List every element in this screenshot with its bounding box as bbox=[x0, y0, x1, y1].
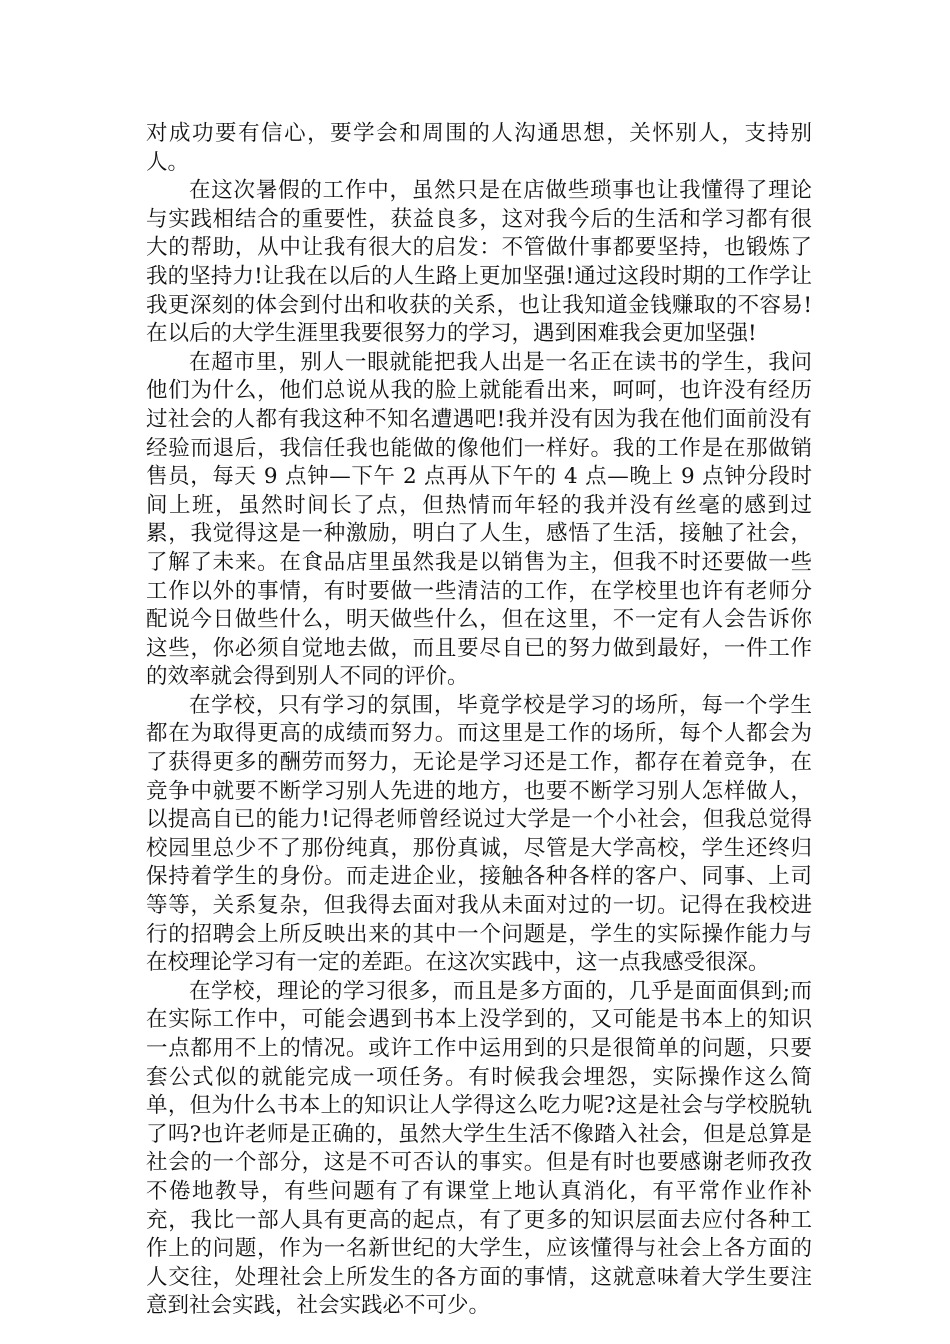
document-page bbox=[146, 120, 812, 1321]
paragraph-theory-practice: 在学校，理论的学习很多，而且是多方面的，几乎是面面俱到;而在实际工作中，可能会遇到书本上没学到的，又可能是书本上的知识一点都用不上的情况。或许工作中运用到的只是很简单的问题，只要套公式似的就能完成一项任务。有时候我会埋怨，实际操作这么简单，但为什么书本上的知识让人学得这么吃力呢?这是社会与学校脱轨了吗?也许老师是正确的，虽然大学生生活不像踏入社会，但是总算是社会的一个部分，这是不可否认的事实。但是有时也要感谢老师孜孜不倦地教导，有些问题有了有课堂上地认真消化，有平常作业作补充，我比一部人具有更高的起点，有了更多的知识层面去应付各种工作上的问题，作为一名新世纪的大学生，应该懂得与社会上各方面的人交往，处理社会上所发生的各方面的事情，这就意味着大学生要注意到社会实践，社会实践必不可少。 bbox=[146, 978, 812, 1319]
paragraph-continuation: 对成功要有信心，要学会和周围的人沟通思想，关怀别人，支持别人。 bbox=[146, 121, 812, 175]
paragraph-summer-work: 在这次暑假的工作中，虽然只是在店做些琐事也让我懂得了理论与实践相结合的重要性，获益良多，这对我今后的生活和学习都有很大的帮助，从中让我有很大的启发：不管做什事都要坚持，也锻炼了我的坚持力!让我在以后的人生路上更加坚强!通过这段时期的工作学让我更深刻的体会到付出和收获的关系，也让我知道金钱赚取的不容易!在以后的大学生涯里我要很努力的学习，遇到困难我会更加坚强! bbox=[146, 178, 812, 347]
paragraph-supermarket: 在超市里，别人一眼就能把我人出是一名正在读书的学生，我问他们为什么，他们总说从我的脸上就能看出来，呵呵，也许没有经历过社会的人都有我这种不知名遭遇吧!我并没有因为我在他们面前没有经验而退后，我信任我也能做的像他们一样好。我的工作是在那做销售员，每天 9 点钟—下午 2 点再从下午的 4 点—晚上 9 点钟分段时间上班，虽然时间长了点，但热情而年轻的我并没有丝毫的感到过累，我觉得这是一种激励，明白了人生，感悟了生活，接触了社会，了解了未来。在食品店里虽然我是以销售为主，但我不时还要做一些工作以外的事情，有时要做一些清洁的工作，在学校里也许有老师分配说今日做些什么，明天做些什么，但在这里，不一定有人会告诉你这些，你必须自觉地去做，而且要尽自已的努力做到最好，一件工作的效率就会得到别人不同的评价。 bbox=[146, 349, 812, 690]
paragraph-school-vs-work: 在学校，只有学习的氛围，毕竟学校是学习的场所，每一个学生都在为取得更高的成绩而努力。而这里是工作的场所，每个人都会为了获得更多的酬劳而努力，无论是学习还是工作，都存在着竞争，在竞争中就要不断学习别人先进的地方，也要不断学习别人怎样做人，以提高自已的能力!记得老师曾经说过大学是一个小社会，但我总觉得校园里总少不了那份纯真，那份真诚，尽管是大学高校，学生还终归保持着学生的身份。而走进企业，接触各种各样的客户、同事、上司等等，关系复杂，但我得去面对我从未面对过的一切。记得在我校进行的招聘会上所反映出来的其中一个问题是，学生的实际操作能力与在校理论学习有一定的差距。在这次实践中，这一点我感受很深。 bbox=[146, 692, 812, 976]
